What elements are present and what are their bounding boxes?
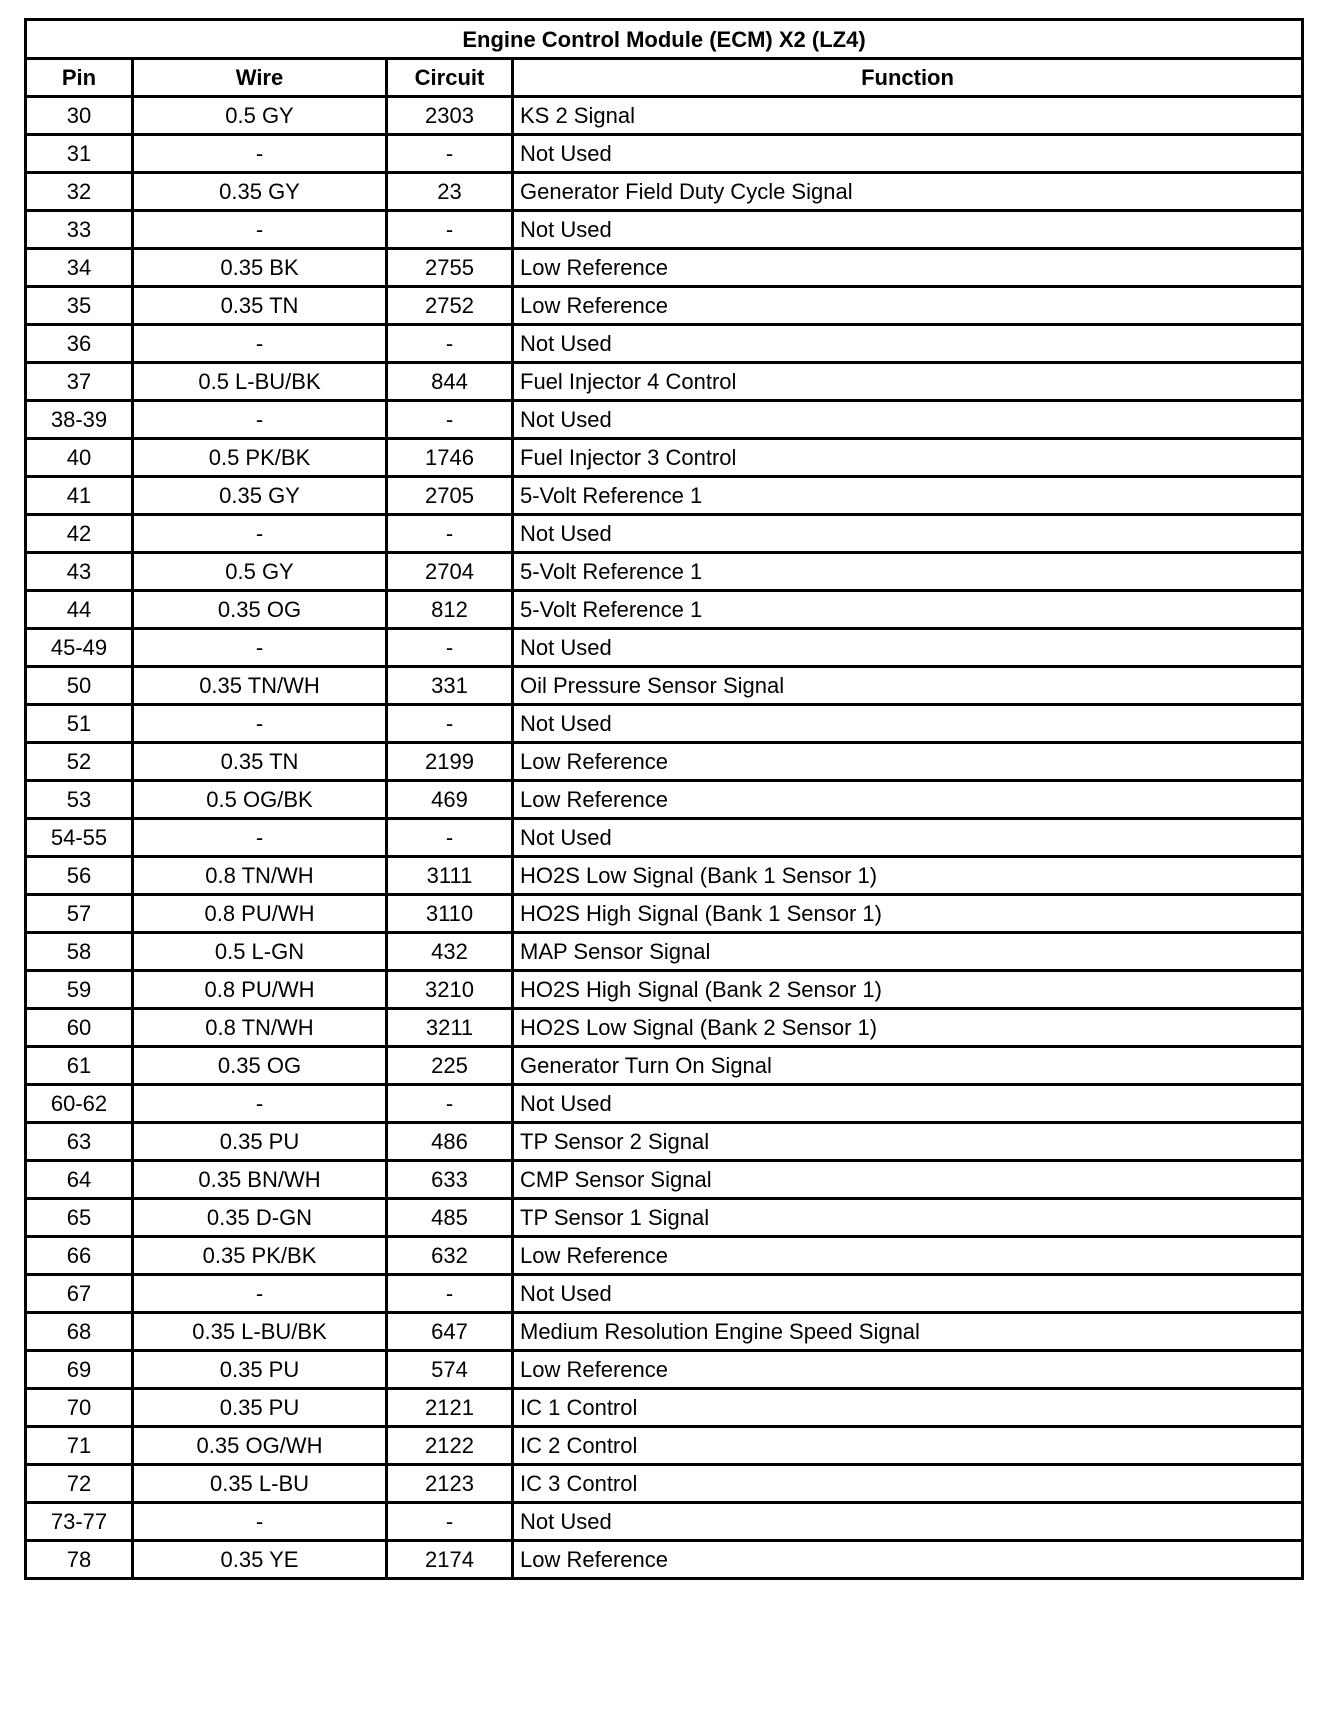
function-cell: Not Used (513, 1085, 1303, 1123)
table-row (26, 591, 1303, 629)
table-row (26, 971, 1303, 1009)
function-cell: IC 2 Control (513, 1427, 1303, 1465)
wire-cell: 0.35 OG (133, 591, 387, 629)
table-row (26, 1199, 1303, 1237)
circuit-cell: 2122 (387, 1427, 513, 1465)
pin-cell: 30 (26, 97, 133, 135)
table-row (26, 363, 1303, 401)
wire-cell: - (133, 1503, 387, 1541)
pin-cell: 56 (26, 857, 133, 895)
table-row (26, 1465, 1303, 1503)
table-row (26, 287, 1303, 325)
function-cell: Not Used (513, 629, 1303, 667)
wire-cell: - (133, 211, 387, 249)
circuit-cell: - (387, 1085, 513, 1123)
circuit-cell: - (387, 1275, 513, 1313)
wire-cell: - (133, 629, 387, 667)
table-row (26, 477, 1303, 515)
circuit-cell: 225 (387, 1047, 513, 1085)
circuit-cell: 1746 (387, 439, 513, 477)
function-cell: Low Reference (513, 1541, 1303, 1579)
function-cell: Not Used (513, 401, 1303, 439)
pin-cell: 58 (26, 933, 133, 971)
function-cell: HO2S High Signal (Bank 1 Sensor 1) (513, 895, 1303, 933)
circuit-cell: - (387, 211, 513, 249)
function-cell: Low Reference (513, 287, 1303, 325)
wire-cell: 0.35 L-BU (133, 1465, 387, 1503)
function-cell: Fuel Injector 3 Control (513, 439, 1303, 477)
table-row (26, 705, 1303, 743)
wire-cell: 0.8 TN/WH (133, 857, 387, 895)
circuit-cell: 23 (387, 173, 513, 211)
circuit-cell: - (387, 705, 513, 743)
table-row (26, 1541, 1303, 1579)
table-row (26, 1503, 1303, 1541)
function-cell: Not Used (513, 705, 1303, 743)
function-cell: 5-Volt Reference 1 (513, 553, 1303, 591)
pin-cell: 69 (26, 1351, 133, 1389)
wire-cell: 0.8 TN/WH (133, 1009, 387, 1047)
function-cell: 5-Volt Reference 1 (513, 591, 1303, 629)
wire-cell: - (133, 819, 387, 857)
function-cell: HO2S Low Signal (Bank 1 Sensor 1) (513, 857, 1303, 895)
circuit-cell: 3111 (387, 857, 513, 895)
circuit-cell: - (387, 135, 513, 173)
circuit-cell: 2755 (387, 249, 513, 287)
header-wire: Wire (133, 59, 387, 97)
table-row (26, 857, 1303, 895)
pin-cell: 51 (26, 705, 133, 743)
function-cell: Not Used (513, 325, 1303, 363)
circuit-cell: 2199 (387, 743, 513, 781)
header-pin: Pin (26, 59, 133, 97)
wire-cell: 0.5 L-BU/BK (133, 363, 387, 401)
function-cell: Low Reference (513, 743, 1303, 781)
circuit-cell: 2752 (387, 287, 513, 325)
wire-cell: - (133, 1085, 387, 1123)
circuit-cell: - (387, 325, 513, 363)
circuit-cell: 574 (387, 1351, 513, 1389)
wire-cell: - (133, 325, 387, 363)
circuit-cell: - (387, 515, 513, 553)
pin-cell: 73-77 (26, 1503, 133, 1541)
pin-cell: 59 (26, 971, 133, 1009)
wire-cell: 0.35 OG/WH (133, 1427, 387, 1465)
pin-cell: 45-49 (26, 629, 133, 667)
table-row (26, 933, 1303, 971)
circuit-cell: - (387, 1503, 513, 1541)
wire-cell: 0.35 PU (133, 1389, 387, 1427)
function-cell: TP Sensor 1 Signal (513, 1199, 1303, 1237)
table-row (26, 1237, 1303, 1275)
wire-cell: - (133, 515, 387, 553)
header-function: Function (513, 59, 1303, 97)
table-row (26, 135, 1303, 173)
wire-cell: 0.35 L-BU/BK (133, 1313, 387, 1351)
function-cell: Not Used (513, 819, 1303, 857)
pin-cell: 34 (26, 249, 133, 287)
pin-cell: 33 (26, 211, 133, 249)
circuit-cell: 2704 (387, 553, 513, 591)
function-cell: Low Reference (513, 1351, 1303, 1389)
function-cell: Generator Field Duty Cycle Signal (513, 173, 1303, 211)
table-title: Engine Control Module (ECM) X2 (LZ4) (26, 20, 1303, 59)
circuit-cell: 2174 (387, 1541, 513, 1579)
pin-cell: 63 (26, 1123, 133, 1161)
table-row (26, 819, 1303, 857)
pin-cell: 64 (26, 1161, 133, 1199)
wire-cell: 0.35 TN (133, 743, 387, 781)
wire-cell: - (133, 401, 387, 439)
table-row (26, 553, 1303, 591)
wire-cell: - (133, 705, 387, 743)
wire-cell: 0.35 PK/BK (133, 1237, 387, 1275)
function-cell: CMP Sensor Signal (513, 1161, 1303, 1199)
function-cell: Not Used (513, 211, 1303, 249)
circuit-cell: - (387, 401, 513, 439)
circuit-cell: 2303 (387, 97, 513, 135)
pin-cell: 37 (26, 363, 133, 401)
pin-cell: 31 (26, 135, 133, 173)
table-row (26, 1389, 1303, 1427)
table-row (26, 1313, 1303, 1351)
table-row (26, 97, 1303, 135)
pin-cell: 71 (26, 1427, 133, 1465)
pin-cell: 72 (26, 1465, 133, 1503)
function-cell: Low Reference (513, 781, 1303, 819)
function-cell: HO2S High Signal (Bank 2 Sensor 1) (513, 971, 1303, 1009)
function-cell: IC 1 Control (513, 1389, 1303, 1427)
table-row (26, 249, 1303, 287)
wire-cell: 0.35 BN/WH (133, 1161, 387, 1199)
wire-cell: - (133, 135, 387, 173)
circuit-cell: 2123 (387, 1465, 513, 1503)
function-cell: Not Used (513, 1275, 1303, 1313)
wire-cell: 0.35 PU (133, 1351, 387, 1389)
table-row (26, 439, 1303, 477)
function-cell: KS 2 Signal (513, 97, 1303, 135)
pin-cell: 53 (26, 781, 133, 819)
function-cell: TP Sensor 2 Signal (513, 1123, 1303, 1161)
pin-cell: 41 (26, 477, 133, 515)
function-cell: Low Reference (513, 1237, 1303, 1275)
wire-cell: 0.35 GY (133, 477, 387, 515)
wire-cell: 0.5 GY (133, 97, 387, 135)
function-cell: Not Used (513, 135, 1303, 173)
circuit-cell: 486 (387, 1123, 513, 1161)
function-cell: Medium Resolution Engine Speed Signal (513, 1313, 1303, 1351)
table-row (26, 1427, 1303, 1465)
pin-cell: 35 (26, 287, 133, 325)
pinout-table (24, 18, 1304, 1580)
pin-cell: 36 (26, 325, 133, 363)
pin-cell: 78 (26, 1541, 133, 1579)
circuit-cell: 812 (387, 591, 513, 629)
circuit-cell: 432 (387, 933, 513, 971)
circuit-cell: - (387, 819, 513, 857)
table-row (26, 1047, 1303, 1085)
table-row (26, 401, 1303, 439)
function-cell: Oil Pressure Sensor Signal (513, 667, 1303, 705)
circuit-cell: 632 (387, 1237, 513, 1275)
function-cell: 5-Volt Reference 1 (513, 477, 1303, 515)
table-row (26, 211, 1303, 249)
wire-cell: 0.35 OG (133, 1047, 387, 1085)
wire-cell: 0.35 GY (133, 173, 387, 211)
wire-cell: 0.8 PU/WH (133, 971, 387, 1009)
wire-cell: 0.5 L-GN (133, 933, 387, 971)
function-cell: Not Used (513, 1503, 1303, 1541)
pin-cell: 38-39 (26, 401, 133, 439)
circuit-cell: 2121 (387, 1389, 513, 1427)
wire-cell: 0.35 TN (133, 287, 387, 325)
circuit-cell: 3211 (387, 1009, 513, 1047)
table-row (26, 173, 1303, 211)
table-row (26, 895, 1303, 933)
table-row (26, 1085, 1303, 1123)
circuit-cell: 633 (387, 1161, 513, 1199)
table-row (26, 1123, 1303, 1161)
function-cell: HO2S Low Signal (Bank 2 Sensor 1) (513, 1009, 1303, 1047)
pin-cell: 50 (26, 667, 133, 705)
circuit-cell: 647 (387, 1313, 513, 1351)
function-cell: Not Used (513, 515, 1303, 553)
function-cell: Low Reference (513, 249, 1303, 287)
circuit-cell: 331 (387, 667, 513, 705)
pin-cell: 32 (26, 173, 133, 211)
table-row (26, 1161, 1303, 1199)
pin-cell: 57 (26, 895, 133, 933)
circuit-cell: 3110 (387, 895, 513, 933)
pin-cell: 43 (26, 553, 133, 591)
pin-cell: 68 (26, 1313, 133, 1351)
table-row (26, 629, 1303, 667)
circuit-cell: - (387, 629, 513, 667)
function-cell: Generator Turn On Signal (513, 1047, 1303, 1085)
pin-cell: 54-55 (26, 819, 133, 857)
table-row (26, 667, 1303, 705)
pin-cell: 67 (26, 1275, 133, 1313)
circuit-cell: 469 (387, 781, 513, 819)
table-row (26, 1351, 1303, 1389)
pin-cell: 66 (26, 1237, 133, 1275)
header-circuit: Circuit (387, 59, 513, 97)
circuit-cell: 2705 (387, 477, 513, 515)
pin-cell: 40 (26, 439, 133, 477)
wire-cell: 0.8 PU/WH (133, 895, 387, 933)
wire-cell: 0.35 YE (133, 1541, 387, 1579)
pin-cell: 44 (26, 591, 133, 629)
table-row (26, 515, 1303, 553)
pin-cell: 52 (26, 743, 133, 781)
table-row (26, 781, 1303, 819)
wire-cell: 0.5 OG/BK (133, 781, 387, 819)
wire-cell: 0.5 PK/BK (133, 439, 387, 477)
pin-cell: 60 (26, 1009, 133, 1047)
circuit-cell: 485 (387, 1199, 513, 1237)
function-cell: Fuel Injector 4 Control (513, 363, 1303, 401)
pin-cell: 70 (26, 1389, 133, 1427)
circuit-cell: 844 (387, 363, 513, 401)
wire-cell: - (133, 1275, 387, 1313)
table-row (26, 325, 1303, 363)
table-row (26, 1009, 1303, 1047)
wire-cell: 0.35 TN/WH (133, 667, 387, 705)
wire-cell: 0.35 D-GN (133, 1199, 387, 1237)
wire-cell: 0.5 GY (133, 553, 387, 591)
pin-cell: 42 (26, 515, 133, 553)
pin-cell: 60-62 (26, 1085, 133, 1123)
function-cell: IC 3 Control (513, 1465, 1303, 1503)
circuit-cell: 3210 (387, 971, 513, 1009)
wire-cell: 0.35 PU (133, 1123, 387, 1161)
table-row (26, 743, 1303, 781)
function-cell: MAP Sensor Signal (513, 933, 1303, 971)
pin-cell: 65 (26, 1199, 133, 1237)
table-row (26, 1275, 1303, 1313)
wire-cell: 0.35 BK (133, 249, 387, 287)
pin-cell: 61 (26, 1047, 133, 1085)
